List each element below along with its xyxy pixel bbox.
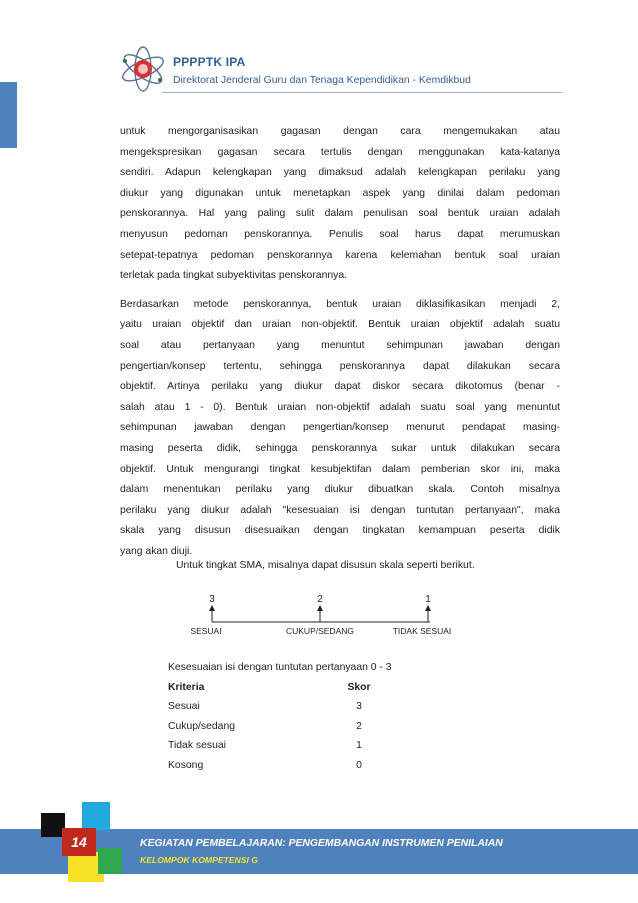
header-skor: Skor	[347, 681, 371, 693]
para-line: mengekspresikan gagasan secara tertulis dengan menggunakan kata-katanya	[120, 146, 560, 158]
para-line: salah atau 1 - 0). Bentuk uraian non-objektif adalah suatu soal yang menuntut	[120, 401, 560, 413]
table-caption: Kesesuaian isi dengan tuntutan pertanyaan 0 - 3	[168, 662, 392, 673]
paragraph-2	[120, 295, 560, 563]
para-line: perilaku yang diukur adalah "kesesuaian isi dengan tuntutan pertanyaan", maka	[120, 504, 560, 516]
table-cell: 2	[356, 720, 362, 732]
scale-point-2	[286, 594, 354, 636]
scoring-table	[168, 658, 392, 776]
para-line: sehimpunan jawaban dengan pengertian/konsep menurut pendapat masing-	[120, 422, 560, 434]
scale-num: 3	[209, 594, 215, 605]
scale-num: 1	[425, 594, 431, 605]
page-number: 14	[62, 828, 96, 856]
table-cell: 0	[356, 759, 362, 771]
table-cell: 3	[356, 701, 362, 713]
para-line: dalam menentukan perilaku yang diukur dibuatkan skala. Contoh misalnya	[120, 484, 560, 496]
scale-point-1	[393, 594, 452, 636]
para-line: untuk mengorganisasikan gagasan dengan cara mengemukakan atau	[120, 126, 560, 137]
para-line: soal atau pertanyaan yang menuntut sehimpunan jawaban dengan	[120, 339, 560, 351]
table-cell: Sesuai	[168, 701, 200, 713]
scale-label: TIDAK SESUAI	[392, 626, 452, 636]
scale-num: 2	[317, 594, 323, 605]
para-line: yang akan diuji.	[120, 545, 193, 557]
header-kriteria: Kriteria	[168, 681, 205, 693]
paragraph-1	[120, 122, 560, 287]
scale-intro-text: Untuk tingkat SMA, misalnya dapat disusun skala seperti berikut.	[176, 560, 475, 571]
para-line: skala yang disusun disesuaikan dengan tingkatan kemampuan peserta didik	[120, 525, 560, 537]
para-line: sendiri. Adapun kelengkapan yang dimaksud adalah kelengkapan perilaku yang	[120, 167, 560, 179]
atom-logo-icon	[118, 44, 168, 94]
para-line: pengertian/konsep tertentu, sehingga penskorannya dapat dilakukan secara	[120, 360, 560, 372]
footer-subtitle: KELOMPOK KOMPETENSI G	[140, 855, 258, 865]
table-row	[168, 717, 392, 737]
para-line: penskorannya. Hal yang paling sulit dalam penulisan soal bentuk uraian adalah	[120, 208, 560, 220]
rating-scale-diagram	[190, 592, 460, 642]
body-content	[120, 122, 560, 570]
para-line: masing peserta didik, sehingga penskorannya sukar untuk dilakukan secara	[120, 442, 560, 454]
table-row	[168, 756, 392, 776]
table-cell: Cukup/sedang	[168, 720, 236, 732]
scale-label: SESUAI	[190, 626, 222, 636]
para-line: objektif. Untuk mengurangi tingkat kesubjektifan dalam pemberian skor ini, maka	[120, 463, 560, 475]
page-header	[118, 44, 538, 114]
decor-square-green	[98, 848, 122, 874]
footer-title: KEGIATAN PEMBELAJARAN: PENGEMBANGAN INSTRUMEN PENILAIAN	[140, 838, 503, 849]
scale-label: CUKUP/SEDANG	[285, 626, 355, 636]
para-line: objektif. Artinya perilaku yang diukur dapat diskor secara dikotomus (benar -	[120, 381, 560, 393]
header-org-name: PPPPTK IPA	[173, 55, 246, 69]
table-row	[168, 697, 392, 717]
table-cell: Tidak sesuai	[168, 740, 226, 752]
para-line: yaitu uraian objektif dan uraian non-objektif. Bentuk uraian objektif adalah suatu	[120, 319, 560, 331]
para-line: setepat-tepatnya pedoman penskorannya karena kelemahan bentuk soal uraian	[120, 249, 560, 261]
para-line: menyusun pedoman penskorannya. Penulis soal harus dapat merumuskan	[120, 228, 560, 240]
table-cell: 1	[356, 740, 362, 752]
table-header-row	[168, 678, 392, 698]
decor-square-cyan	[82, 802, 110, 830]
para-line: diukur yang digunakan untuk menetapkan aspek yang dinilai dalam pedoman	[120, 187, 560, 199]
header-divider	[162, 92, 562, 93]
para-line: terletak pada tingkat subyektivitas penskorannya.	[120, 270, 347, 282]
table-row	[168, 736, 392, 756]
left-accent-bar	[0, 82, 17, 148]
para-line: Berdasarkan metode penskorannya, bentuk uraian diklasifikasikan menjadi 2,	[120, 298, 560, 310]
header-directorate: Direktorat Jenderal Guru dan Tenaga Kependidikan - Kemdikbud	[173, 75, 471, 86]
scale-point-3	[190, 594, 221, 636]
table-cell: Kosong	[168, 759, 204, 771]
